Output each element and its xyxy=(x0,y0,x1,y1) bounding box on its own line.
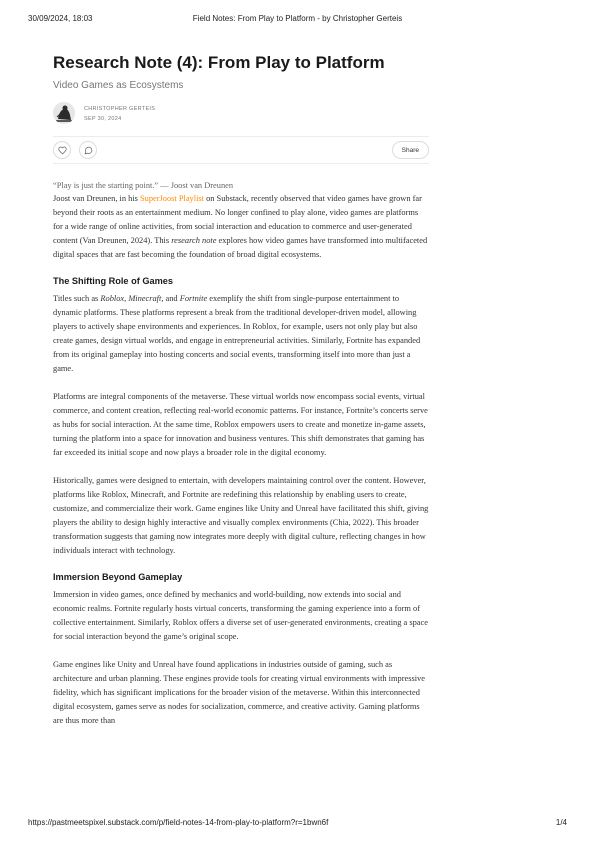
print-document-title: Field Notes: From Play to Platform - by Christopher Gerteis xyxy=(192,14,403,23)
epigraph-quote: “Play is just the starting point.” — Joost van Dreunen xyxy=(53,181,234,190)
byline xyxy=(53,102,429,128)
text-run: explores how video games have transformed into multifaceted digital spaces that are fast becoming the foundation of broad digital ecosystems. xyxy=(53,236,428,259)
print-header xyxy=(28,14,567,26)
print-page-number: 1/4 xyxy=(555,818,567,827)
emphasis-text: research note xyxy=(171,236,217,245)
print-url: https://pastmeetspixel.substack.com/p/field-notes-14-from-play-to-platform?r=1bwn6f xyxy=(28,818,329,827)
text-run: on Substack, recently observed that video games have grown far beyond their roots as an entertainment medium. No longer confined to play alone, video games are platforms for a wide range of online activities, from social interaction and education to commerce and user-generated content (Van Dreunen, 2024). This xyxy=(53,194,422,245)
paragraph xyxy=(53,292,429,376)
share-button[interactable]: Share xyxy=(392,141,429,159)
emphasis-text: Roblox xyxy=(100,294,125,303)
article xyxy=(53,52,429,728)
text-run: , xyxy=(124,294,129,303)
text-run: , and xyxy=(161,294,180,303)
author-avatar[interactable] xyxy=(53,102,75,124)
text-run: Titles such as xyxy=(53,294,101,303)
post-actions-bar xyxy=(53,136,429,164)
paragraph: Immersion in video games, once defined by mechanics and world-building, now extends into social and economic realms. Fortnite regularly hosts virtual concerts, transforming the gaming experience into a form of collective entertainment. Similarly, Roblox offers a diverse set of user-generated environments, creating a space for social interaction beyond the game’s original scope. xyxy=(53,590,428,641)
print-footer xyxy=(28,818,567,830)
article-body xyxy=(53,192,429,728)
paragraph: Game engines like Unity and Unreal have found applications in industries outside of gaming, such as architecture and urban planning. These engines provide tools for creating virtual environments with impressive fidelity, which has significant implications for the broader vision of the metaverse. Within this interconnected digital ecosystem, games serve as nodes for socialization, commerce, and creative activity. Gaming platforms are thus more than xyxy=(53,660,425,725)
publish-date: SEP 30, 2024 xyxy=(84,116,122,122)
avatar-sketch-icon xyxy=(53,102,75,124)
comment-icon xyxy=(84,146,93,155)
text-run: exemplify the shift from single-purpose entertainment to dynamic platforms. These platforms represent a break from the traditional developer-driven model, allowing players to actively shape environments and experiences. In Roblox, for example, users not only play but also create games, design virtual worlds, and engage in entrepreneurial activities. Similarly, Fortnite has expanded from its original gameplay into hosting concerts and social events, transforming itself into more than just a game. xyxy=(53,294,421,373)
intro-paragraph xyxy=(53,192,429,262)
paragraph: Platforms are integral components of the metaverse. These virtual worlds now encompass social events, virtual commerce, and content creation, reflecting real-world economic patterns. For instance, Fortnite’s concerts serve as hubs for social interaction. At the same time, Roblox empowers users to create and monetize in-game assets, turning the platform into a space for innovation and business ventures. This shift demonstrates that gaming has far exceeded its initial scope and now plays a broader role in the digital economy. xyxy=(53,392,428,457)
print-datetime: 30/09/2024, 18:03 xyxy=(28,14,93,23)
emphasis-text: Minecraft xyxy=(128,294,162,303)
article-title: Research Note (4): From Play to Platform xyxy=(53,53,385,72)
paragraph: Historically, games were designed to entertain, with developers maintaining control over the content. However, platforms like Roblox, Minecraft, and Fortnite are redefining this relationship by enabling users to create, customize, and commercialize their work. Game engines like Unity and Unreal have facilitated this shift, giving players the ability to design highly interactive and visually complex environments (Chia, 2022). This broader transformation suggests that gaming now integrates more deeply with digital culture, reflecting changes in how individuals interact with technology. xyxy=(53,476,429,555)
heart-icon xyxy=(58,146,67,155)
superjoost-playlist-link[interactable]: SuperJoost Playlist xyxy=(140,194,204,203)
comment-button[interactable] xyxy=(79,141,97,159)
author-meta xyxy=(84,105,155,123)
author-name[interactable]: CHRISTOPHER GERTEIS xyxy=(84,106,156,112)
emphasis-text: Fortnite xyxy=(179,294,208,303)
like-button[interactable] xyxy=(53,141,71,159)
text-run: Joost van Dreunen, in his xyxy=(53,194,140,203)
article-subtitle: Video Games as Ecosystems xyxy=(53,80,184,91)
section-heading-immersion: Immersion Beyond Gameplay xyxy=(53,572,183,582)
section-heading-shifting-role: The Shifting Role of Games xyxy=(53,276,173,286)
